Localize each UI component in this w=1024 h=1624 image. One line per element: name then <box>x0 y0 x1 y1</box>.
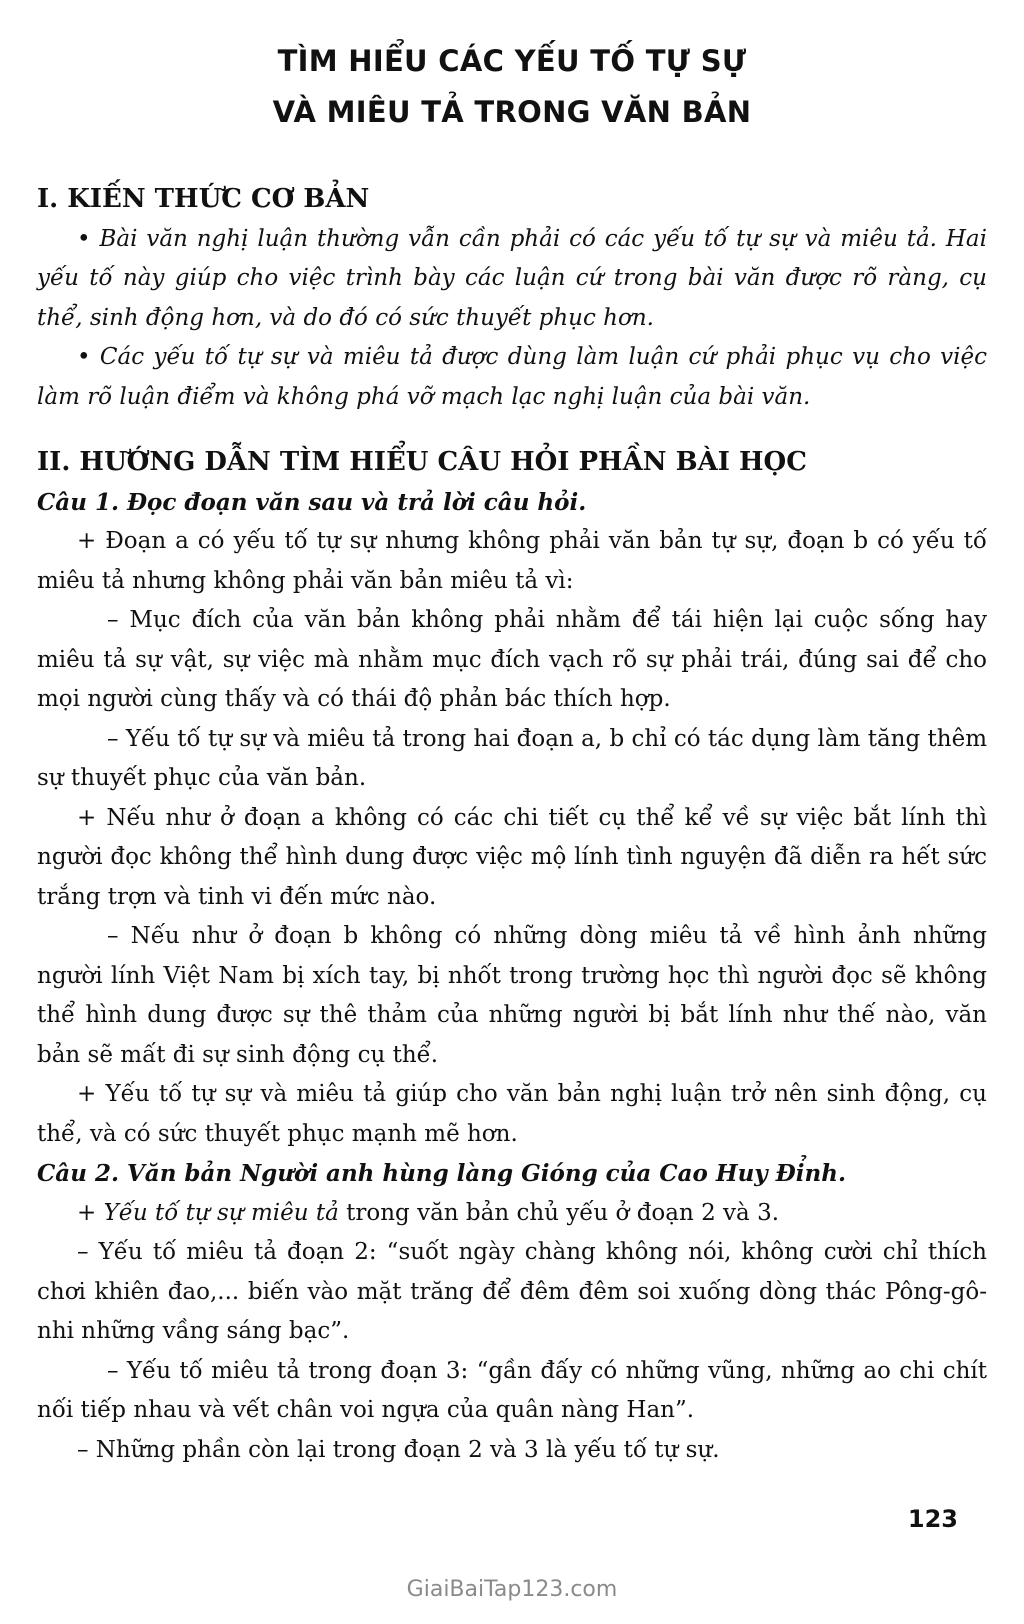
q1-paragraph-4: + Nếu như ở đoạn a không có các chi tiết cụ thể kể về sự việc bắt lính thì người đọc không thể hình dung được việc mộ lính tình nguyện đã diễn ra hết sức trắng trợn và tinh vi đến mức nào. <box>37 804 987 910</box>
q1-paragraph-2: – Mục đích của văn bản không phải nhằm để tái hiện lại cuộc sống hay miêu tả sự vật, sự việc mà nhằm mục đích vạch rõ sự phải trái, đúng sai để cho mọi người cùng thấy và có thái độ phản bác thích hợp. <box>37 607 987 712</box>
section-2-heading: II. HƯỚNG DẪN TÌM HIỂU CÂU HỎI PHẦN BÀI HỌC <box>37 447 807 477</box>
page-number: 123 <box>907 1505 958 1533</box>
q1-paragraph-1: + Đoạn a có yếu tố tự sự nhưng không phải văn bản tự sự, đoạn b có yếu tố miêu tả nhưng không phải văn bản miêu tả vì: <box>37 528 987 594</box>
section-1-paragraph-2: • Các yếu tố tự sự và miêu tả được dùng làm luận cứ phải phục vụ cho việc làm rõ luận điểm và không phá vỡ mạch lạc nghị luận của bài văn. <box>37 344 987 410</box>
title-line-2: VÀ MIÊU TẢ TRONG VĂN BẢN <box>272 95 752 129</box>
q2-paragraph-3: – Yếu tố miêu tả trong đoạn 3: “gần đấy có những vũng, những ao chi chít nối tiếp nhau và vết chân voi ngựa của quân nàng Han”. <box>37 1357 987 1423</box>
q2-paragraph-4: – Những phần còn lại trong đoạn 2 và 3 là yếu tố tự sự. <box>77 1436 720 1463</box>
body-text <box>37 180 987 1470</box>
q1-paragraph-3: – Yếu tố tự sự và miêu tả trong hai đoạn a, b chỉ có tác dụng làm tăng thêm sự thuyết phục của văn bản. <box>37 725 987 791</box>
q2-paragraph-2: – Yếu tố miêu tả đoạn 2: “suốt ngày chàng không nói, không cười chỉ thích chơi khiên đao,... biến vào mặt trăng để đêm đêm soi xuống dòng thác Pông-gô-nhi những vầng sáng bạc”. <box>37 1239 987 1344</box>
question-1-label: Câu 1. Đọc đoạn văn sau và trả lời câu hỏi. <box>37 488 587 516</box>
q1-paragraph-5: – Nếu như ở đoạn b không có những dòng miêu tả về hình ảnh những người lính Việt Nam bị xích tay, bị nhốt trong trường học thì người đọc sẽ không thể hình dung được sự thê thảm của những người bị bắt lính như thế nào, văn bản sẽ mất đi sự sinh động cụ thể. <box>37 923 987 1068</box>
title-line-1: TÌM HIỂU CÁC YẾU TỐ TỰ SỰ <box>277 44 747 78</box>
q2-p1-italic: Yếu tố tự sự miêu tả <box>103 1199 339 1226</box>
q2-p1-rest: trong văn bản chủ yếu ở đoạn 2 và 3. <box>338 1199 780 1226</box>
q2-p1-prefix: + <box>77 1199 104 1226</box>
watermark: GiaiBaiTap123.com <box>406 1577 618 1602</box>
q2-paragraph-1 <box>37 1194 987 1234</box>
q1-paragraph-6: + Yếu tố tự sự và miêu tả giúp cho văn bản nghị luận trở nên sinh động, cụ thể, và có sức thuyết phục mạnh mẽ hơn. <box>37 1081 987 1147</box>
section-1-heading: I. KIẾN THỨC CƠ BẢN <box>37 184 370 214</box>
section-1-paragraph-1: • Bài văn nghị luận thường vẫn cần phải có các yếu tố tự sự và miêu tả. Hai yếu tố này giúp cho việc trình bày các luận cứ trong bài văn được rõ ràng, cụ thể, sinh động hơn, và do đó có sức thuyết phục hơn. <box>37 225 987 331</box>
question-2-label: Câu 2. Văn bản Người anh hùng làng Gióng của Cao Huy Đỉnh. <box>37 1160 846 1187</box>
